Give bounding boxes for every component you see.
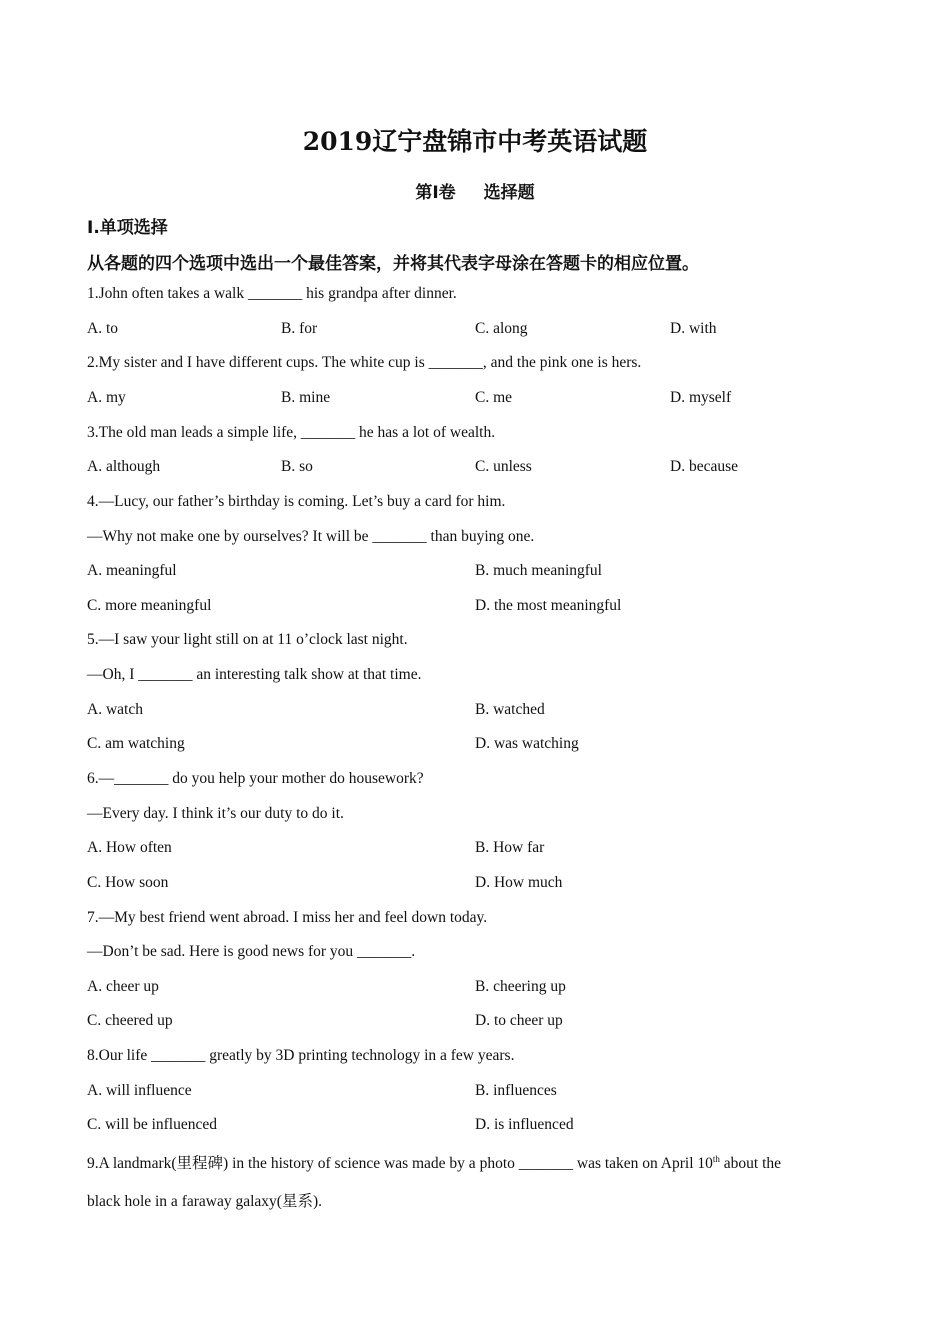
question-4-option-d: D. the most meaningful <box>475 597 622 614</box>
question-6-option-a: A. How often <box>87 839 172 856</box>
question-8-option-d: D. is influenced <box>475 1116 574 1133</box>
question-2-option-d: D. myself <box>670 389 732 406</box>
question-7-stem-1: 7.—My best friend went abroad. I miss her and feel down today. <box>87 909 488 926</box>
question-3-option-c: C. unless <box>475 458 532 475</box>
question-1-option-a: A. to <box>87 320 118 337</box>
question-8-stem: 8.Our life _______ greatly by 3D printing technology in a few years. <box>87 1047 515 1064</box>
question-2-option-a: A. my <box>87 389 126 406</box>
question-4-option-a: A. meaningful <box>87 562 177 579</box>
question-5-option-b: B. watched <box>475 701 545 718</box>
question-3-option-d: D. because <box>670 458 738 475</box>
question-3-option-a: A. although <box>87 458 161 475</box>
part-name: 选择题 <box>483 183 535 203</box>
question-9-stem-1 <box>87 1151 781 1173</box>
question-2-option-b: B. mine <box>281 389 331 406</box>
section-heading: Ⅰ.单项选择 <box>87 218 168 238</box>
question-3-stem: 3.The old man leads a simple life, _______ he has a lot of wealth. <box>87 424 496 441</box>
question-1-option-b: B. for <box>281 320 318 337</box>
question-6-option-c: C. How soon <box>87 874 169 891</box>
question-6-option-d: D. How much <box>475 874 563 891</box>
part-heading <box>0 178 950 203</box>
question-1-stem: 1.John often takes a walk _______ his grandpa after dinner. <box>87 285 457 302</box>
question-6-stem-1: 6.—_______ do you help your mother do housework? <box>87 770 424 787</box>
question-9-stem-2: black hole in a faraway galaxy(星系). <box>87 1193 322 1210</box>
question-5-stem-2: —Oh, I _______ an interesting talk show at that time. <box>87 666 422 683</box>
page-title: 2019辽宁盘锦市中考英语试题 <box>302 127 648 156</box>
question-8-option-a: A. will influence <box>87 1082 192 1099</box>
question-4-stem-1: 4.—Lucy, our father’s birthday is coming. Let’s buy a card for him. <box>87 493 506 510</box>
question-5-stem-1: 5.—I saw your light still on at 11 o’clock last night. <box>87 631 408 648</box>
question-7-stem-2: —Don’t be sad. Here is good news for you _______. <box>87 943 416 960</box>
ordinal-suffix: th <box>712 1153 720 1164</box>
question-8-option-c: C. will be influenced <box>87 1116 217 1133</box>
question-8-option-b: B. influences <box>475 1082 557 1099</box>
question-6-stem-2: —Every day. I think it’s our duty to do it. <box>87 805 344 822</box>
question-1-option-c: C. along <box>475 320 528 337</box>
question-4-option-c: C. more meaningful <box>87 597 212 614</box>
section-instruction: 从各题的四个选项中选出一个最佳答案，并将其代表字母涂在答题卡的相应位置。 <box>87 254 699 274</box>
question-2-option-c: C. me <box>475 389 513 406</box>
question-7-option-c: C. cheered up <box>87 1012 173 1029</box>
question-5-option-a: A. watch <box>87 701 143 718</box>
question-6-option-b: B. How far <box>475 839 545 856</box>
question-4-option-b: B. much meaningful <box>475 562 602 579</box>
question-3-option-b: B. so <box>281 458 313 475</box>
question-7-option-a: A. cheer up <box>87 978 159 995</box>
question-7-option-d: D. to cheer up <box>475 1012 563 1029</box>
question-5-option-d: D. was watching <box>475 735 579 752</box>
question-5-option-c: C. am watching <box>87 735 185 752</box>
part-label: 第Ⅰ卷 <box>415 183 456 203</box>
question-1-option-d: D. with <box>670 320 717 337</box>
question-9-stem-tail: about the <box>719 1155 782 1172</box>
question-2-stem: 2.My sister and I have different cups. The white cup is _______, and the pink one is hers. <box>87 354 642 371</box>
question-7-option-b: B. cheering up <box>475 978 566 995</box>
question-9-stem-text: 9.A landmark(里程碑) in the history of science was made by a photo _______ was taken on April 10 <box>87 1155 713 1172</box>
question-4-stem-2: —Why not make one by ourselves? It will be _______ than buying one. <box>87 528 535 545</box>
